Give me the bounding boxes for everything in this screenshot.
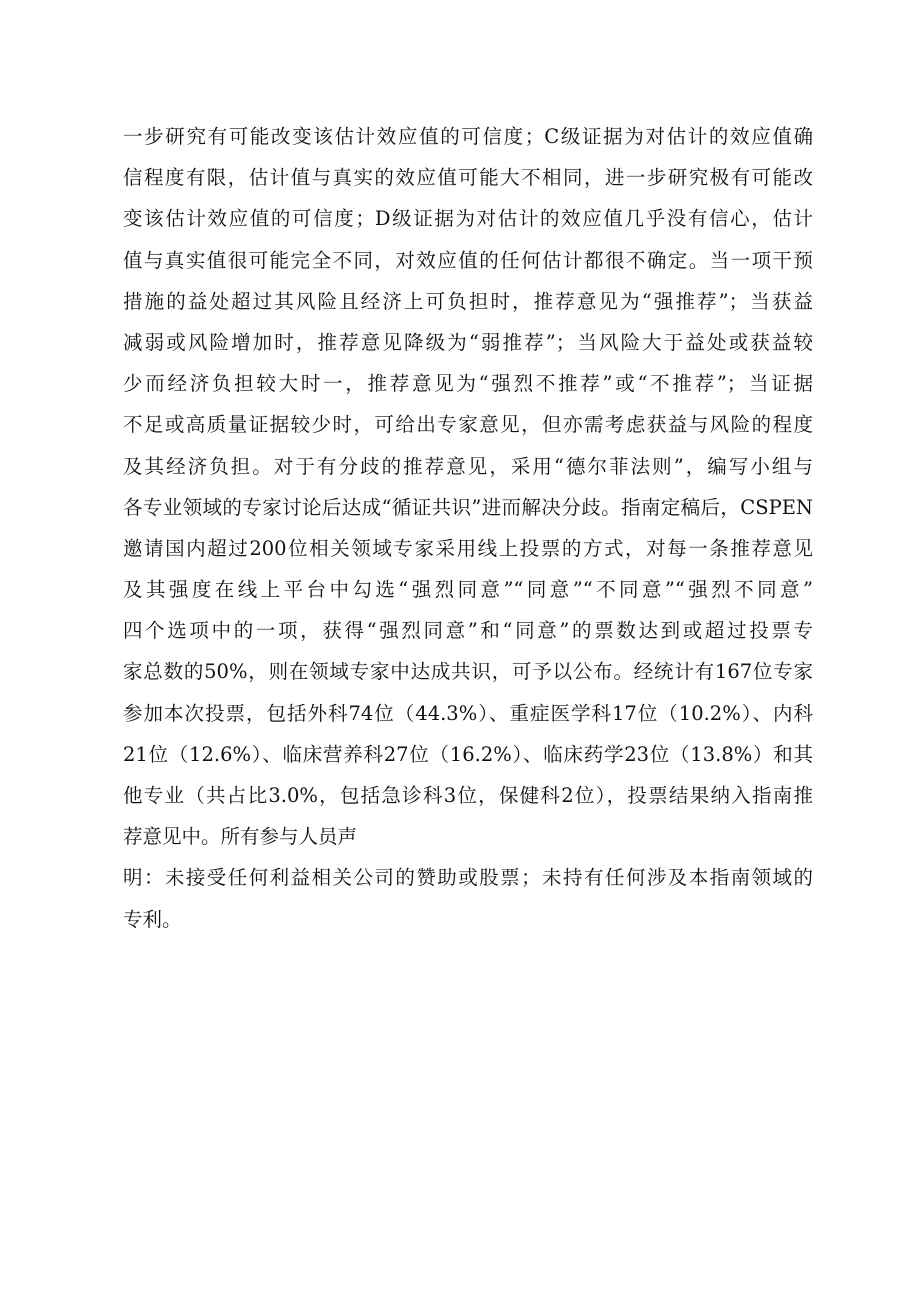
text-line-18: 荐意见中。所有参与人员声: [123, 825, 358, 849]
text-line-11: 邀请国内超过200位相关领域专家采用线上投票的方式，对每一条推荐意见: [123, 536, 813, 560]
text-line-8: 不足或高质量证据较少时，可给出专家意见，但亦需考虑获益与风险的程度: [123, 413, 813, 437]
text-line-4: 值与真实值很可能完全不同，对效应值的任何估计都很不确定。当一项干预: [123, 248, 813, 272]
text-line-15: 参加本次投票，包括外科74位（44.3%）、重症医学科17位（10.2%）、内科: [123, 701, 813, 725]
text-line-1: 一步研究有可能改变该估计效应值的可信度；C级证据为对估计的效应值确: [123, 125, 813, 148]
text-line-19: 明：未接受任何利益相关公司的赞助或股票；未持有任何涉及本指南领域的: [123, 866, 813, 890]
text-line-2: 信程度有限，估计值与真实的效应值可能大不相同，进一步研究极有可能改: [123, 166, 813, 190]
text-line-7: 少而经济负担较大时一，推荐意见为“强烈不推荐”或“不推荐”；当证据: [123, 372, 813, 396]
text-line-6: 减弱或风险增加时，推荐意见降级为“弱推荐”；当风险大于益处或获益较: [123, 330, 813, 354]
text-line-9: 及其经济负担。对于有分歧的推荐意见，采用“德尔菲法则”，编写小组与: [123, 454, 813, 478]
text-line-17: 他专业（共占比3.0%，包括急诊科3位，保健科2位），投票结果纳入指南推: [123, 784, 813, 807]
text-line-12: 及其强度在线上平台中勾选“强烈同意”“同意”“不同意”“强烈不同意”: [123, 578, 813, 602]
text-line-10: 各专业领域的专家讨论后达成“循证共识”进而解决分歧。指南定稿后，CSPEN: [123, 495, 813, 519]
text-line-20: 专利。: [123, 907, 182, 931]
body-text: [123, 116, 813, 940]
text-line-3: 变该估计效应值的可信度；D级证据为对估计的效应值几乎没有信心，估计: [123, 207, 813, 231]
text-line-16: 21位（12.6%）、临床营养科27位（16.2%）、临床药学23位（13.8%）和其: [123, 742, 813, 766]
text-line-13: 四个选项中的一项，获得“强烈同意”和“同意”的票数达到或超过投票专: [123, 619, 813, 643]
text-line-5: 措施的益处超过其风险且经济上可负担时，推荐意见为“强推荐”；当获益: [123, 289, 813, 313]
text-line-14: 家总数的50%，则在领域专家中达成共识，可予以公布。经统计有167位专家: [123, 660, 813, 684]
